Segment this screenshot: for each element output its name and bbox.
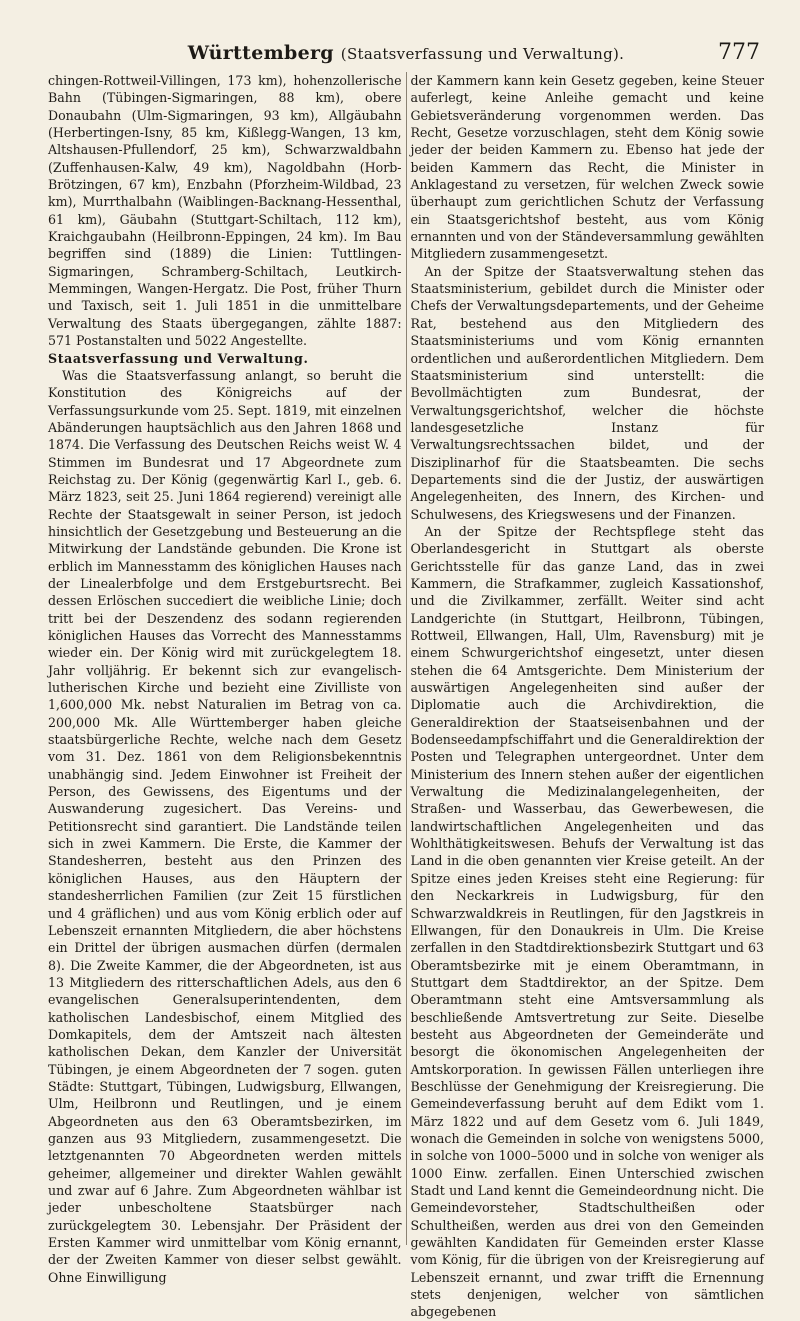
left-paragraph-constitution: Was die Staatsverfassung anlangt, so beruht die Konstitution des Königreichs auf der Verfassungsurkunde vom 25. Sept. 1819, mit einzelnen Abänderungen hauptsächlich aus den Jahren 1868 und 1874. Die Verfassung des Deutschen Reichs weist W. 4 Stimmen im Bundesrat und 17 Abgeordnete zum Reichstag zu. Der König (gegenwärtig Karl I., geb. 6. März 1823, seit 25. Juni 1864 regierend) vereinigt alle Rechte der Staatsgewalt in seiner Person, ist jedoch hinsichtlich der Gesetzgebung und Besteuerung an die Mitwirkung der Landstände gebunden. Die Krone ist erblich im Mannesstamm des königlichen Hauses nach der Linealerbfolge und dem Erstgeburtsrecht. Bei dessen Erlöschen succediert die weibliche Linie; doch tritt bei der Deszendenz des sodann regierenden königlichen Hauses das Vorrecht des Mannesstamms wieder ein. Der König wird mit zurückgelegtem 18. Jahr volljährig. Er bekennt sich zur evangelisch-lutherischen Kirche und bezieht eine Zivilliste von 1,600,000 Mk. nebst Naturalien im Betrag von ca. 200,000 Mk. Alle Württemberger haben gleiche staatsbürgerliche Rechte, welche nach dem Gesetz vom 31. Dez. 1861 von dem Religionsbekenntnis unabhängig sind. Jedem Einwohner ist Freiheit der Person, des Gewissens, des Eigentums und der Auswanderung zugesichert. Das Vereins- und Petitionsrecht sind garantiert. Die Landstände teilen sich in zwei Kammern. Die Erste, die Kammer der Standesherren, besteht aus den Prinzen des königlichen Hauses, aus den Häuptern der standesherrlichen Familien (zur Zeit 15 fürstlichen und 4 gräflichen) und aus vom König erblich oder auf Lebenszeit ernannten Mitgliedern, die aber höchstens ein Drittel der übrigen ausmachen dürfen (dermalen 8). Die Zweite Kammer, die der Abgeordneten, ist aus 13 Mitgliedern des ritterschaftlichen Adels, aus den 6 evangelischen Generalsuperintendenten, dem katholischen Landesbischof, einem Mitglied des Domkapitels, dem der Amtszeit nach ältesten katholischen Dekan, dem Kanzler der Universität Tübingen, je einem Abgeordneten der 7 sogen. guten Städte: Stuttgart, Tübingen, Ludwigsburg, Ellwangen, Ulm, Heilbronn und Reutlingen, und je einem Abgeordneten aus den 63 Oberamtsbezirken, im ganzen aus 93 Mitgliedern, zusammengesetzt. Die letztgenannten 70 Abgeordneten werden mittels geheimer, allgemeiner und direkter Wahlen gewählt und zwar auf 6 Jahre. Zum Abgeordneten wählbar ist jeder unbescholtene Staatsbürger nach zurückgelegtem 30. Lebensjahr. Der Präsident der Ersten Kammer wird unmittelbar vom König ernannt, der der Zweiten Kammer von dieser selbst gewählt. Ohne Einwilligung bbox=[48, 367, 402, 1285]
right-column bbox=[410, 72, 765, 1320]
page-number: 777 bbox=[718, 40, 760, 65]
text-columns bbox=[48, 72, 765, 1320]
page-header bbox=[48, 36, 764, 76]
left-paragraph-railways: chingen-Rottweil-Villingen, 173 km), hohenzollerische Bahn (Tübingen-Sigmaringen, 88 km), obere Donaubahn (Ulm-Sigmaringen, 93 km), Allgäubahn (Herbertingen-Isny, 85 km, Kißlegg-Wangen, 13 km, Altshausen-Pfullendorf, 25 km), Schwarzwaldbahn (Zuffenhausen-Kalw, 49 km), Nagoldbahn (Horb-Brötzingen, 67 km), Enzbahn (Pforzheim-Wildbad, 23 km), Murrthalbahn (Waiblingen-Backnang-Hessenthal, 61 km), Gäubahn (Stuttgart-Schiltach, 112 km), Kraichgaubahn (Heilbronn-Eppingen, 24 km). Im Bau begriffen sind (1889) die Linien: Tuttlingen-Sigmaringen, Schramberg-Schiltach, Leutkirch-Memmingen, Wangen-Hergatz. Die Post, früher Thurn und Taxisch, seit 1. Juli 1851 in die unmittelbare Verwaltung des Staats übergegangen, zählte 1887: 571 Postanstalten und 5022 Angestellte. bbox=[48, 73, 402, 349]
section-heading: Staatsverfassung und Verwaltung. bbox=[48, 350, 309, 366]
right-paragraph-chambers: der Kammern kann kein Gesetz gegeben, keine Steuer auferlegt, keine Anleihe gemacht und keine Gebietsveränderung vorgenommen werden. Das Recht, Gesetze vorzuschlagen, steht dem König sowie jeder der beiden Kammern zu. Ebenso hat jede der beiden Kammern das Recht, die Minister in Anklagestand zu versetzen, für welchen Zweck sowie überhaupt zum gerichtlichen Schutz der Verfassung ein Staatsgerichtshof besteht, aus vom König ernannten und von der Ständeversammlung gewählten Mitgliedern zusammengesetzt. bbox=[410, 73, 765, 262]
right-paragraph-justice: An der Spitze der Rechtspflege steht das Oberlandesgericht in Stuttgart als oberste Gerichtsstelle für das ganze Land, das in zwei Kammern, die Strafkammer, zugleich Kassationshof, und die Zivilkammer, zerfällt. Weiter sind acht Landgerichte (in Stuttgart, Heilbronn, Tübingen, Rottweil, Ellwangen, Hall, Ulm, Ravensburg) mit je einem Schwurgerichtshof eingesetzt, unter diesen stehen die 64 Amtsgerichte. Dem Ministerium der auswärtigen Angelegenheiten sind außer der Diplomatie auch die Archivdirektion, die Generaldirektion der Staatseisenbahnen und der Bodenseedampfschiffahrt und die Generaldirektion der Posten und Telegraphen untergeordnet. Unter dem Ministerium des Innern stehen außer der eigentlichen Verwaltung die Medizinalangelegenheiten, der Straßen- und Wasserbau, das Gewerbewesen, die landwirtschaftlichen Angelegenheiten und das Wohlthätigkeitswesen. Behufs der Verwaltung ist das Land in die oben genannten vier Kreise geteilt. An der Spitze eines jeden Kreises steht eine Regierung: für den Neckarkreis in Ludwigsburg, für den Schwarzwaldkreis in Reutlingen, für den Jagstkreis in Ellwangen, für den Donaukreis in Ulm. Die Kreise zerfallen in den Stadtdirektionsbezirk Stuttgart und 63 Oberamtsbezirke mit je einem Oberamtmann, in Stuttgart dem Stadtdirektor, an der Spitze. Dem Oberamtmann steht eine Amtsversammlung als beschließende Amtsvertretung zur Seite. Dieselbe besteht aus Abgeordneten der Gemeinderäte und besorgt die ökonomischen Angelegenheiten der Amtskorporation. In gewissen Fällen unterliegen ihre Beschlüsse der Genehmigung der Kreisregierung. Die Gemeindeverfassung beruht auf dem Edikt vom 1. März 1822 und auf dem Gesetz vom 6. Juli 1849, wonach die Gemeinden in solche von wenigstens 5000, in solche von 1000–5000 und in solche von weniger als 1000 Einw. zerfallen. Einen Unterschied zwischen Stadt und Land kennt die Gemeindeordnung nicht. Die Gemeindevorsteher, Stadtschultheißen oder Schultheißen, werden aus drei von den Gemeinden gewählten Kandidaten für Gemeinden erster Klasse vom König, für die übrigen von der Kreisregierung auf Lebenszeit ernannt, und zwar trifft die Ernennung stets denjenigen, welcher von sämtlichen abgegebenen bbox=[410, 523, 765, 1320]
column-divider bbox=[402, 72, 411, 1245]
running-title bbox=[48, 42, 764, 64]
left-column bbox=[48, 72, 402, 1285]
running-title-subtitle: (Staatsverfassung und Verwaltung). bbox=[340, 45, 625, 63]
running-title-main: Württemberg bbox=[187, 42, 334, 64]
right-paragraph-administration: An der Spitze der Staatsverwaltung stehen das Staatsministerium, gebildet durch die Minister oder Chefs der Verwaltungsdepartements, und der Geheime Rat, bestehend aus den Mitgliedern des Staatsministeriums und vom König ernannten ordentlichen und außerordentlichen Mitgliedern. Dem Staatsministerium sind unterstellt: die Bevollmächtigten zum Bundesrat, der Verwaltungsgerichtshof, welcher die höchste landesgesetzliche Instanz für Verwaltungsrechtssachen bildet, und der Disziplinarhof für die Staatsbeamten. Die sechs Departements sind die der Justiz, der auswärtigen Angelegenheiten, des Innern, des Kirchen- und Schulwesens, des Kriegswesens und der Finanzen. bbox=[410, 263, 765, 522]
